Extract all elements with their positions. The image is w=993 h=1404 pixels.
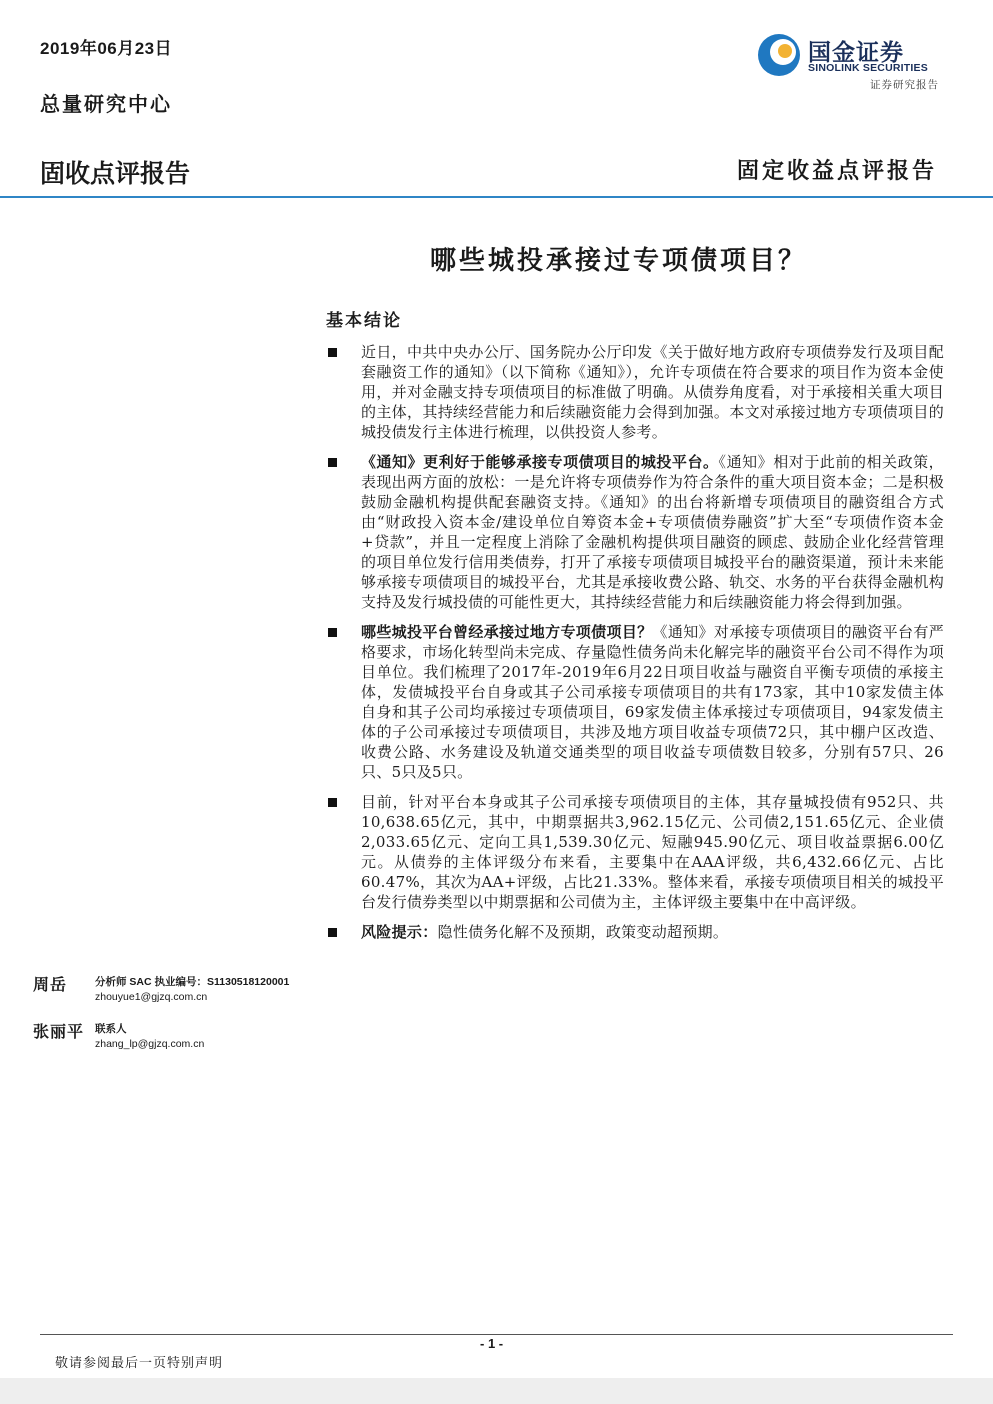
- bullet-square-icon: [328, 458, 337, 467]
- contact-name: 张丽平: [33, 1022, 85, 1041]
- contact-role: 联系人: [95, 1023, 127, 1035]
- conclusion-lead: 风险提示：: [361, 923, 438, 941]
- page-number: - 1 -: [480, 1336, 504, 1351]
- analyst-role: 分析师 SAC 执业编号：S1130518120001: [95, 976, 290, 988]
- section-title: 基本结论: [326, 311, 402, 331]
- logo-subtitle: 证券研究报告: [870, 79, 939, 91]
- conclusion-list: [326, 342, 944, 952]
- conclusion-text: 《通知》相对于此前的相关政策，表现出两方面的放松：一是允许将专项债券作为符合条件的重大项目资本金；二是积极鼓励金融机构提供配套融资支持。《通知》的出台将新增专项债项目的融资组合方式由“财政投入资本金/建设单位自筹资本金+专项债债券融资”扩大至“专项债作资本金+贷款”，并且一定程度上消除了金融机构提供项目融资的顾虑、鼓励企业化经营管理的项目单位发行信用类债券，打开了承接专项债项目城投平台的融资渠道，预计未来能够承接专项债项目的城投平台，尤其是承接收费公路、轨交、水务的平台获得金融机构支持及发行城投债的可能性更大，其持续经营能力和后续融资能力将会得到加强。: [361, 453, 944, 611]
- conclusion-item: [326, 792, 944, 912]
- sinolink-logo-icon: [756, 32, 802, 78]
- bullet-square-icon: [328, 348, 337, 357]
- header-divider: [0, 196, 993, 198]
- bullet-square-icon: [328, 928, 337, 937]
- report-type-right: 固定收益点评报告: [736, 158, 937, 184]
- report-title: 哪些城投承接过专项债项目？: [430, 246, 808, 276]
- conclusion-item: [326, 342, 944, 442]
- analyst-email[interactable]: zhouyue1@gjzq.com.cn: [95, 991, 208, 1003]
- conclusion-text: 《通知》对承接专项债项目的融资平台有严格要求，市场化转型尚未完成、存量隐性债务尚未化解完毕的融资平台公司不得作为项目单位。我们梳理了2017年-2019年6月22日项目收益与融资自平衡专项债的承接主体，发债城投平台自身或其子公司承接专项债项目的共有173家，其中10家发债主体自身和其子公司均承接过专项债项目，69家发债主体承接过专项债项目，94家发债主体的子公司承接过专项债项目，共涉及地方项目收益专项债72只，其中棚户区改造、收费公路、水务建设及轨道交通类型的项目收益专项债数目较多，分别有57只、26只、5只及5只。: [361, 623, 945, 781]
- bullet-square-icon: [328, 628, 337, 637]
- conclusion-item: [326, 622, 944, 782]
- department-name: 总量研究中心: [40, 92, 172, 116]
- conclusion-lead: 《通知》更利好于能够承接专项债项目的城投平台。: [361, 453, 719, 471]
- page-bottom-band: [0, 1378, 993, 1404]
- contact-email[interactable]: zhang_lp@gjzq.com.cn: [95, 1038, 205, 1050]
- conclusion-lead: 哪些城投平台曾经承接过地方专项债项目？: [361, 623, 653, 641]
- footer-disclaimer: 敬请参阅最后一页特别声明: [55, 1356, 224, 1371]
- analyst-info: [95, 975, 289, 1005]
- conclusion-text: 目前，针对平台本身或其子公司承接专项债项目的主体，其存量城投债有952只、共10,638.65亿元，其中，中期票据共3,962.15亿元、公司债2,151.65亿元、企业债2,033.65亿元、定向工具1,539.30亿元、短融945.90亿元、项目收益票据6.00亿元。从债券的主体评级分布来看，主要集中在AAA评级，共6,432.66亿元、占比60.47%，其次为AA+评级，占比21.33%。整体来看，承接专项债项目相关的城投平台发行债券类型以中期票据和公司债为主，主体评级主要集中在中高评级。: [361, 793, 944, 911]
- contact-info: [95, 1022, 204, 1052]
- conclusion-text: 隐性债务化解不及预期，政策变动超预期。: [437, 923, 729, 941]
- conclusion-text: 近日，中共中央办公厅、国务院办公厅印发《关于做好地方政府专项债券发行及项目配套融资工作的通知》（以下简称《通知》），允许专项债在符合要求的项目作为资本金使用，并对金融支持专项债项目的标准做了明确。从债券角度看，对于承接相关重大项目的主体，其持续经营能力和后续融资能力会得到加强。本文对承接过地方专项债项目的城投债发行主体进行梳理，以供投资人参考。: [361, 343, 944, 441]
- conclusion-item: [326, 922, 944, 942]
- footer-divider: [40, 1334, 953, 1335]
- logo-english-text: SINOLINK SECURITIES: [808, 62, 928, 74]
- analyst-name: 周岳: [33, 975, 68, 994]
- bullet-square-icon: [328, 798, 337, 807]
- logo-chinese-text: 国金证券: [808, 40, 904, 66]
- report-date: 2019年06月23日: [40, 39, 173, 58]
- conclusion-item: [326, 452, 944, 612]
- report-type-left: 固收点评报告: [40, 160, 191, 188]
